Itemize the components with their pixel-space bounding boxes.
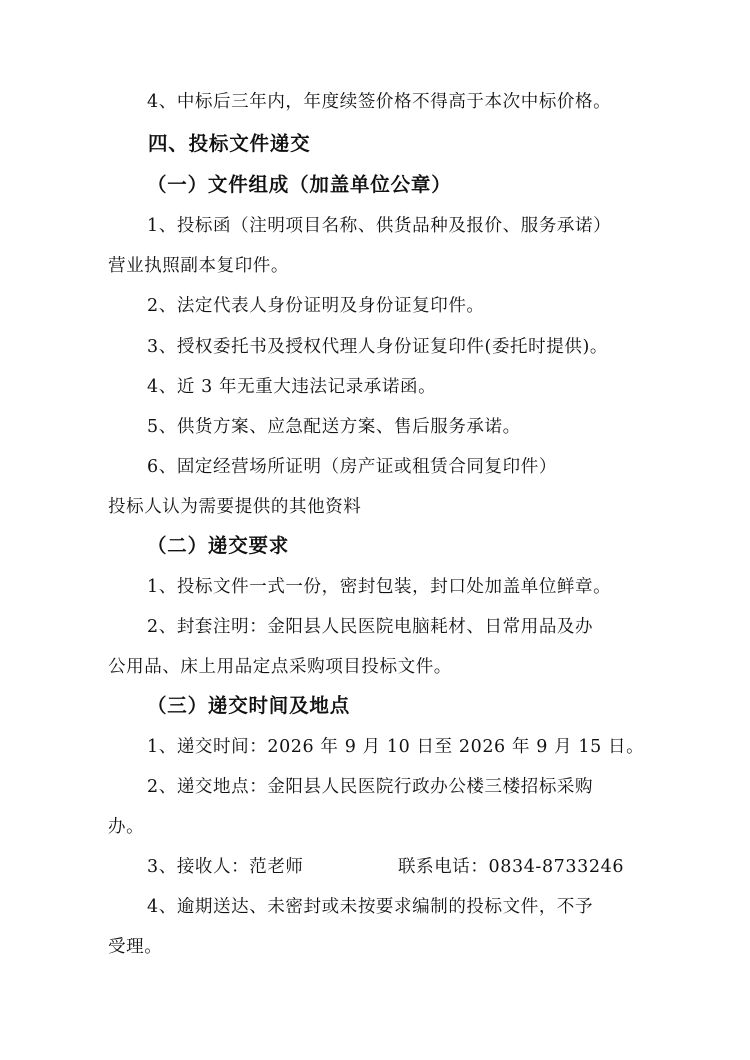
submission-time: 1、递交时间：2026 年 9 月 10 日至 2026 年 9 月 15 日。 [147, 737, 645, 757]
doc-item-legal-rep: 2、法定代表人身份证明及身份证复印件。 [147, 296, 485, 316]
submission-req-envelope-cont: 公用品、床上用品定点采购项目投标文件。 [108, 657, 452, 677]
section-four-heading: 四、投标文件递交 [148, 132, 311, 155]
subsection-three-heading: （三）递交时间及地点 [147, 694, 351, 717]
contact-phone: 联系电话：0834-8733246 [398, 857, 625, 877]
late-submission-clause: 4、逾期送达、未密封或未按要求编制的投标文件，不予 [147, 897, 594, 917]
submission-location: 2、递交地点：金阳县人民医院行政办公楼三楼招标采购 [147, 777, 594, 797]
doc-item-supply-plan: 5、供货方案、应急配送方案、售后服务承诺。 [147, 417, 521, 437]
doc-item-bid-letter: 1、投标函（注明项目名称、供货品种及报价、服务承诺） [147, 216, 612, 236]
subsection-two-heading: （二）递交要求 [147, 534, 290, 557]
subsection-one-heading: （一）文件组成（加盖单位公章） [147, 173, 452, 196]
doc-item-authorization: 3、授权委托书及授权代理人身份证复印件(委托时提供)。 [147, 337, 608, 357]
submission-req-sealed: 1、投标文件一式一份，密封包装，封口处加盖单位鲜章。 [147, 577, 612, 597]
doc-item-premises: 6、固定经营场所证明（房产证或租赁合同复印件） [147, 457, 557, 477]
receiver: 3、接收人：范老师 [147, 857, 304, 877]
submission-location-cont: 办。 [108, 817, 145, 837]
doc-item-no-violation: 4、近 3 年无重大违法记录承诺函。 [147, 377, 437, 397]
doc-item-other: 投标人认为需要提供的其他资料 [108, 497, 362, 517]
late-submission-clause-cont: 受理。 [108, 937, 163, 957]
renewal-price-clause: 4、中标后三年内，年度续签价格不得高于本次中标价格。 [147, 92, 612, 112]
doc-item-bid-letter-cont: 营业执照副本复印件。 [108, 256, 289, 276]
submission-req-envelope: 2、封套注明：金阳县人民医院电脑耗材、日常用品及办 [147, 617, 594, 637]
